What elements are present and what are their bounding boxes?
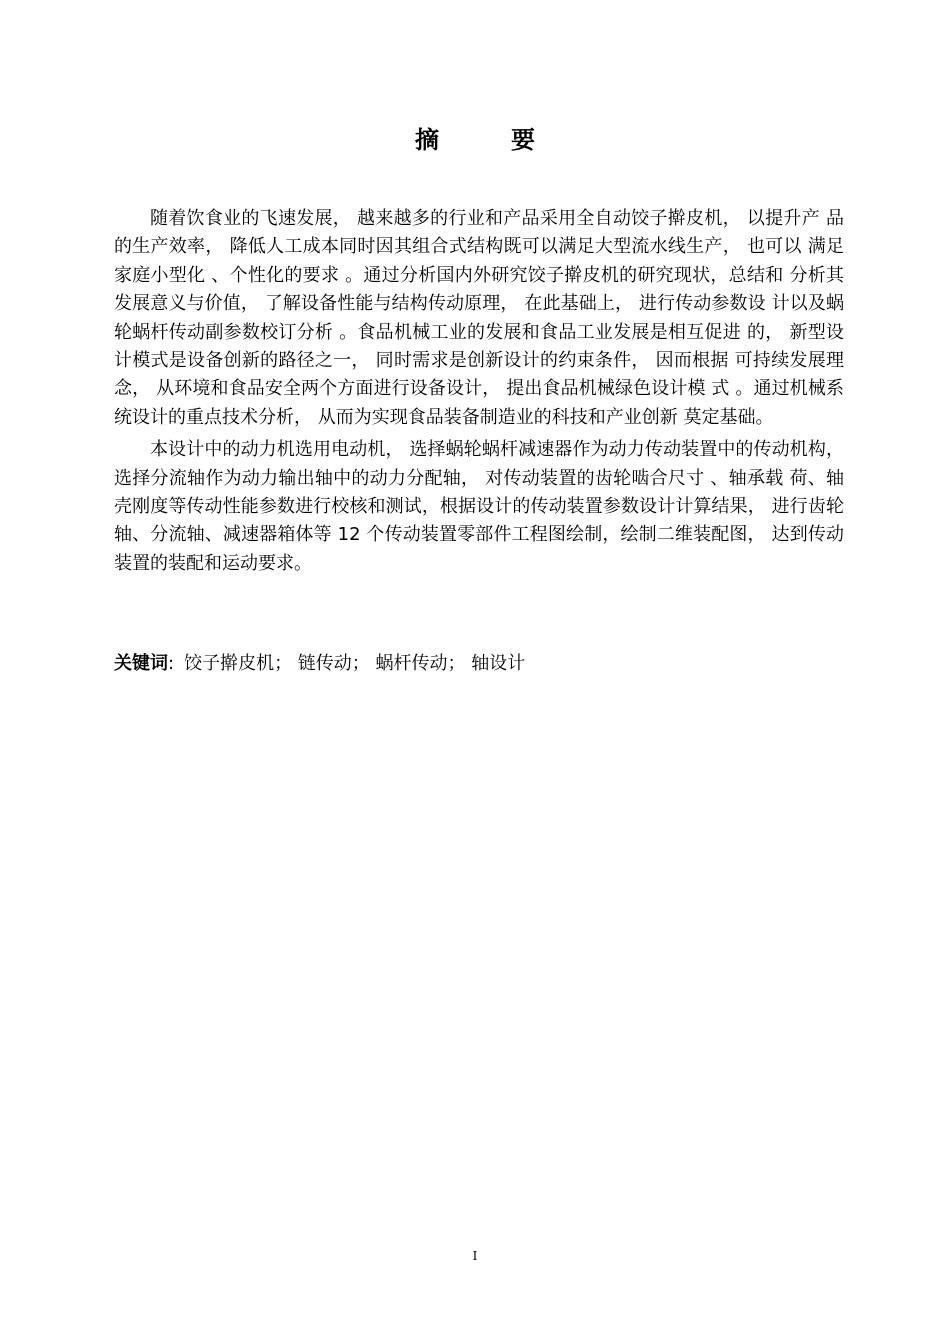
keywords-separator: : [168,653,175,674]
page-number: I [472,1249,478,1263]
abstract-body [114,205,844,582]
abstract-paragraph-1: 随着饮食业的飞速发展， 越来越多的行业和产品采用全自动饺子擀皮机， 以提升产 品的生产效率， 降低人工成本同时因其组合式结构既可以满足大型流水线生产， 也可以 满足家庭小型化 、个性化的要求 。通过分析国内外研究饺子擀皮机的研究现状，总结和 分析其发展意义与价值， 了解设备性能与结构传动原理， 在此基础上， 进行传动参数设 计以及蜗轮蜗杆传动副参数校订分析 。食品机械工业的发展和食品工业发展是相互促进 的， 新型设计模式是设备创新的路径之一， 同时需求是创新设计的约束条件， 因而根据 可持续发展理念， 从环境和食品安全两个方面进行设备设计， 提出食品机械绿色设计模 式 。通过机械系统设计的重点技术分析， 从而为实现食品装备制造业的科技和产业创新 莫定基础。 [114,208,844,428]
abstract-paragraph-2: 本设计中的动力机选用电动机， 选择蜗轮蜗杆减速器作为动力传动装置中的传动机构， 选择分流轴作为动力输出轴中的动力分配轴， 对传动装置的齿轮啮合尺寸 、轴承载 荷、轴壳刚度等传动性能参数进行校核和测试，根据设计的传动装置参数设计计算结果， 进行齿轮轴、分流轴、减速器箱体等 12 个传动装置零部件工程图绘制，绘制二维装配图， 达到传动装置的装配和运动要求。 [114,439,844,574]
keywords-line [114,651,844,677]
keywords-list: 饺子擀皮机； 链传动； 蜗杆传动； 轴设计 [184,653,526,674]
abstract-title: 摘 要 [415,126,559,154]
keywords-label: 关键词 [114,653,168,674]
